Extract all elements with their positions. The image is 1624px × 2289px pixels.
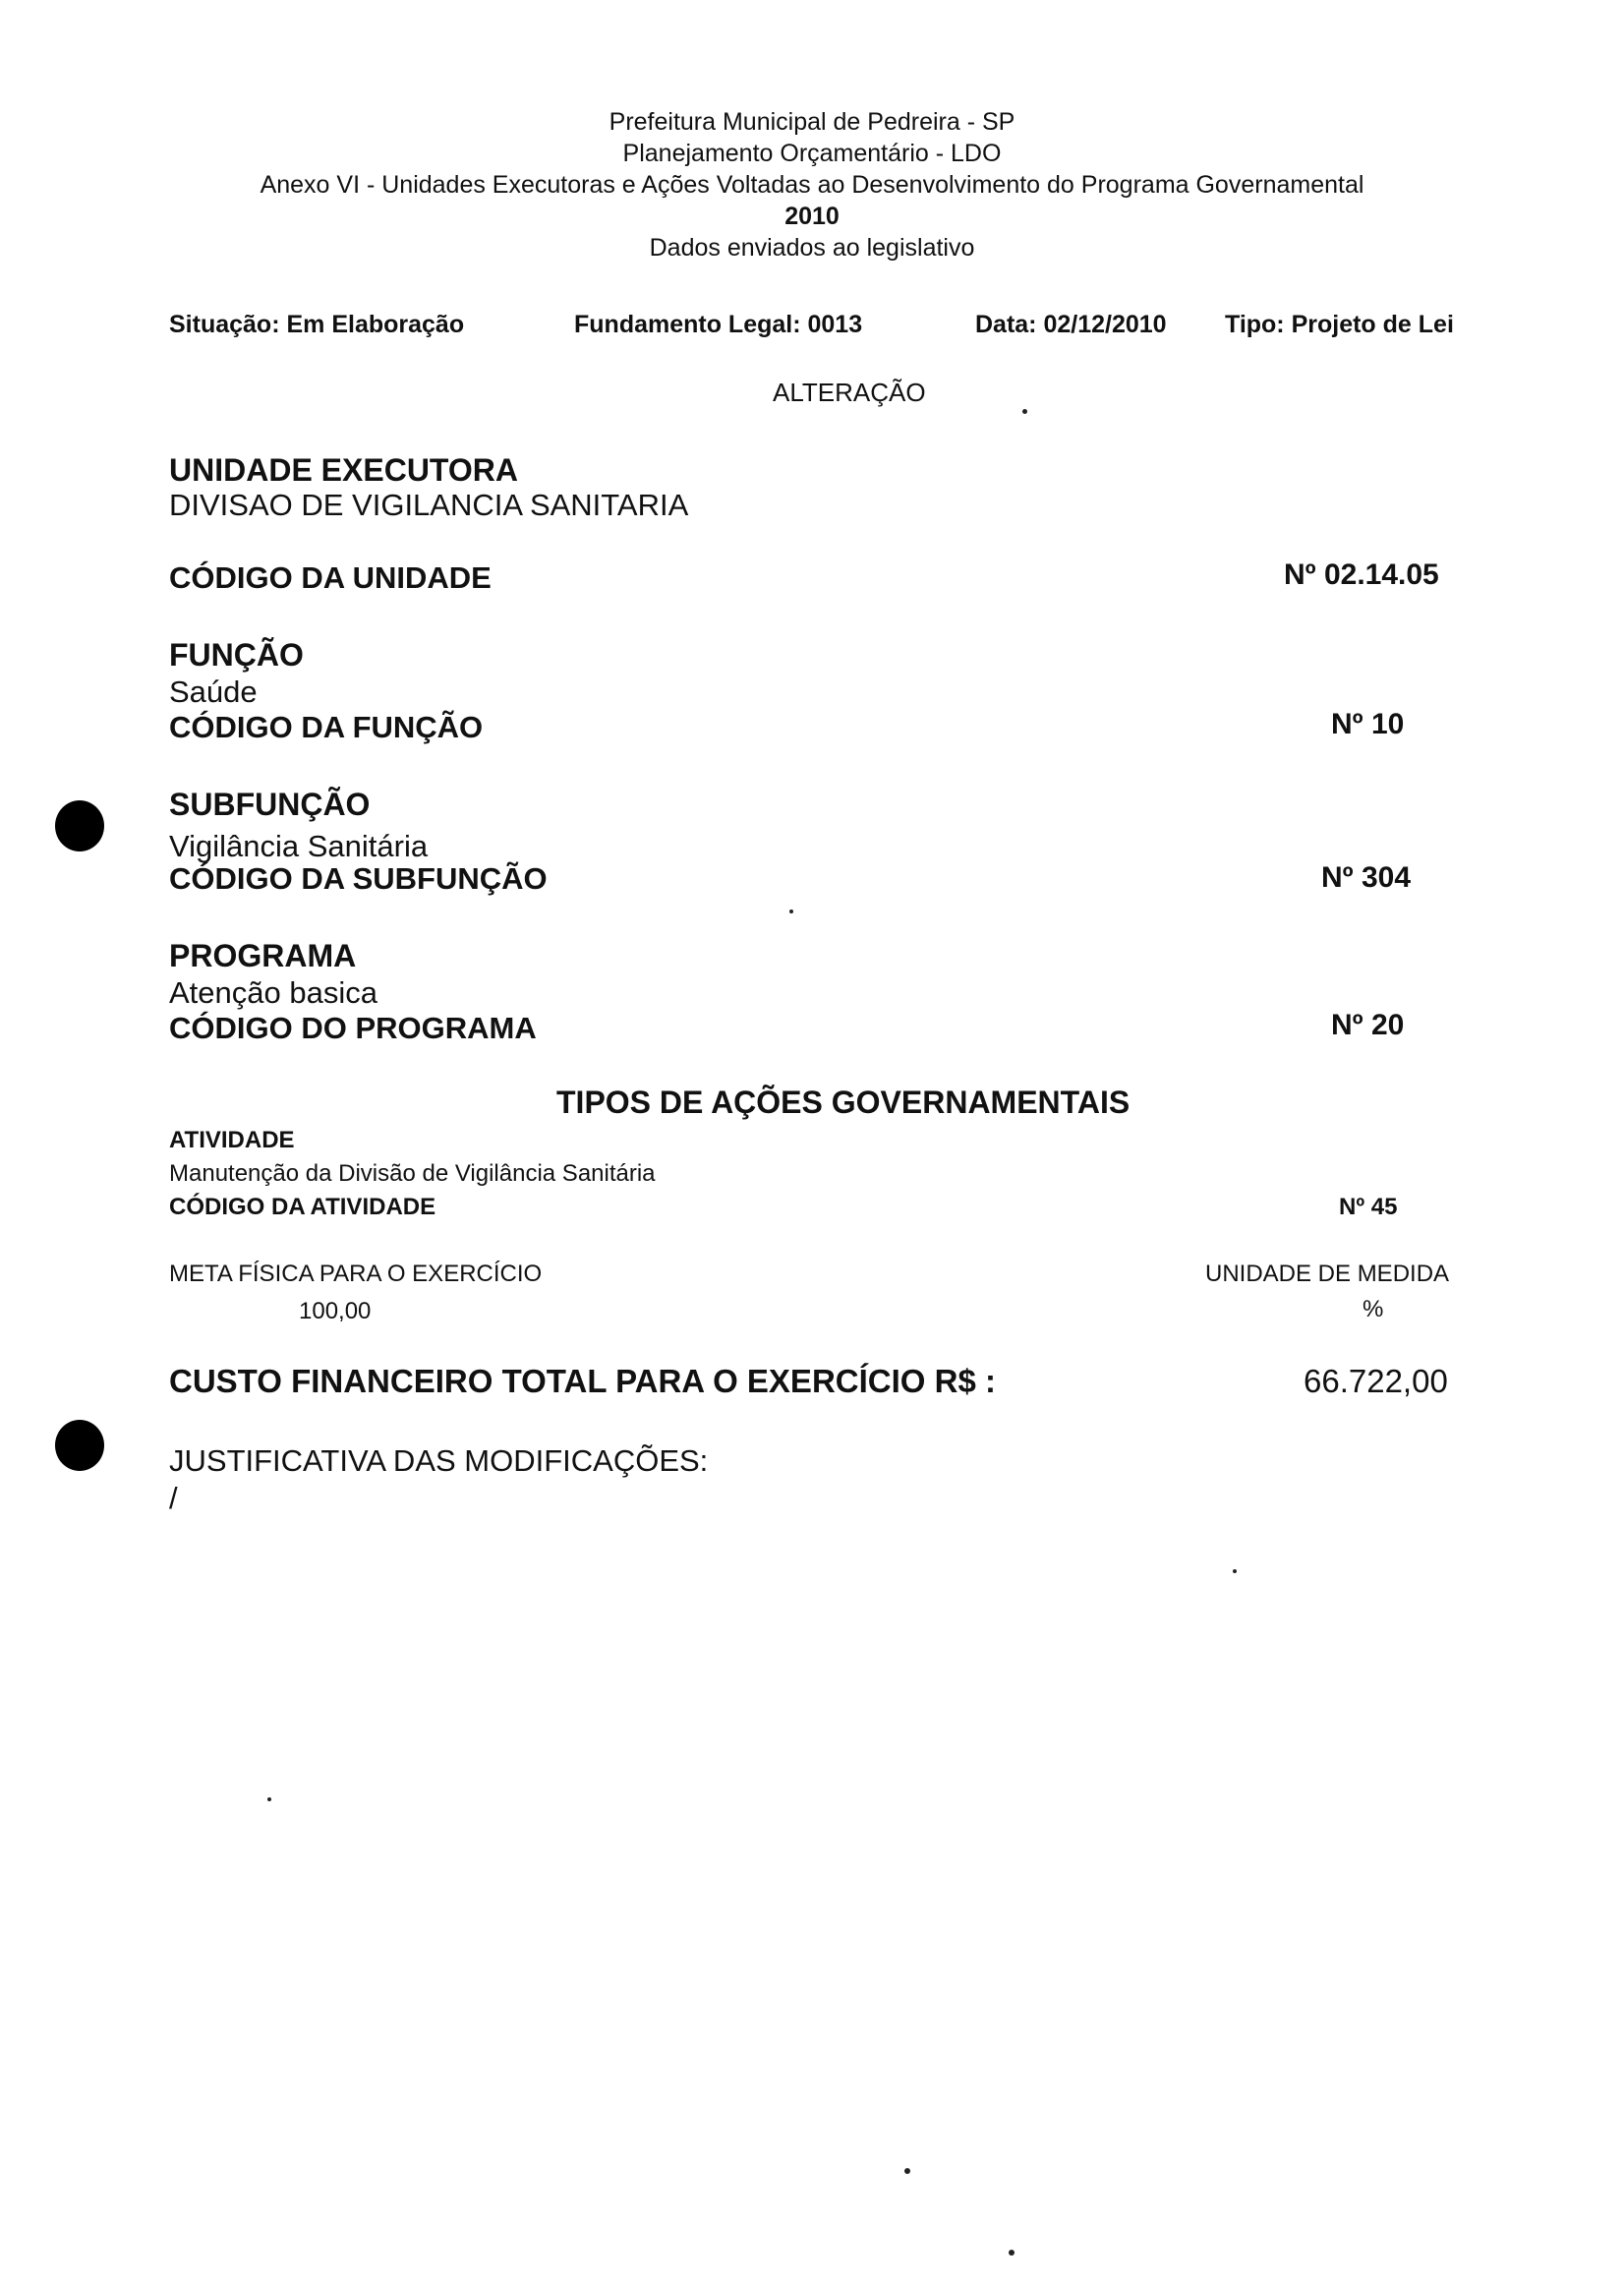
subfuncao-title: SUBFUNÇÃO: [169, 787, 371, 822]
codigo-subfuncao-value: Nº 304: [1321, 861, 1412, 894]
funcao-name: Saúde: [169, 675, 258, 709]
codigo-programa-label: CÓDIGO DO PROGRAMA: [169, 1011, 537, 1045]
codigo-subfuncao-label: CÓDIGO DA SUBFUNÇÃO: [169, 861, 548, 896]
fundamento-legal: Fundamento Legal: 0013: [574, 311, 863, 338]
scan-speck: [1233, 1569, 1237, 1573]
custo-financeiro-value: 66.722,00: [1304, 1363, 1448, 1399]
scan-speck: [267, 1797, 271, 1801]
scan-speck: [789, 910, 793, 913]
scan-speck: [904, 2168, 910, 2174]
unidade-medida-label: UNIDADE DE MEDIDA: [1205, 1261, 1450, 1287]
scan-speck: [1022, 409, 1027, 414]
codigo-atividade-value: Nº 45: [1339, 1194, 1398, 1220]
header-prefeitura: Prefeitura Municipal de Pedreira - SP: [609, 108, 1015, 136]
punch-hole-lower: [55, 1420, 104, 1471]
codigo-programa-value: Nº 20: [1331, 1009, 1405, 1041]
codigo-atividade-label: CÓDIGO DA ATIVIDADE: [169, 1194, 436, 1220]
codigo-unidade-value: Nº 02.14.05: [1284, 558, 1439, 591]
unidade-executora-title: UNIDADE EXECUTORA: [169, 452, 518, 488]
codigo-funcao-value: Nº 10: [1331, 708, 1405, 740]
atividade-title: ATIVIDADE: [169, 1127, 295, 1153]
alteracao-label: ALTERAÇÃO: [773, 378, 926, 407]
situacao: Situação: Em Elaboração: [169, 311, 465, 338]
custo-financeiro-label: CUSTO FINANCEIRO TOTAL PARA O EXERCÍCIO R$ :: [169, 1363, 996, 1399]
atividade-name: Manutenção da Divisão de Vigilância Sanitária: [169, 1160, 656, 1187]
header-planejamento: Planejamento Orçamentário - LDO: [622, 140, 1002, 167]
unidade-executora-name: DIVISAO DE VIGILANCIA SANITARIA: [169, 488, 689, 522]
programa-name: Atenção basica: [169, 975, 377, 1010]
codigo-funcao-label: CÓDIGO DA FUNÇÃO: [169, 710, 484, 744]
meta-fisica-value: 100,00: [299, 1298, 372, 1324]
header-dados-enviados: Dados enviados ao legislativo: [649, 234, 975, 262]
scan-speck: [1009, 2250, 1015, 2256]
punch-hole-upper: [55, 800, 104, 851]
unidade-medida-value: %: [1363, 1296, 1384, 1322]
programa-title: PROGRAMA: [169, 938, 357, 973]
tipos-acoes-title: TIPOS DE AÇÕES GOVERNAMENTAIS: [556, 1085, 1131, 1120]
codigo-unidade-label: CÓDIGO DA UNIDADE: [169, 560, 492, 595]
funcao-title: FUNÇÃO: [169, 637, 304, 673]
meta-fisica-label: META FÍSICA PARA O EXERCÍCIO: [169, 1261, 543, 1287]
header-anexo: Anexo VI - Unidades Executoras e Ações Voltadas ao Desenvolvimento do Programa Governamental: [260, 171, 1364, 199]
data: Data: 02/12/2010: [975, 311, 1167, 338]
justificativa-value: /: [169, 1481, 178, 1515]
header-year: 2010: [784, 203, 840, 230]
tipo: Tipo: Projeto de Lei: [1225, 311, 1454, 338]
subfuncao-name: Vigilância Sanitária: [169, 829, 429, 863]
justificativa-label: JUSTIFICATIVA DAS MODIFICAÇÕES:: [169, 1443, 709, 1478]
